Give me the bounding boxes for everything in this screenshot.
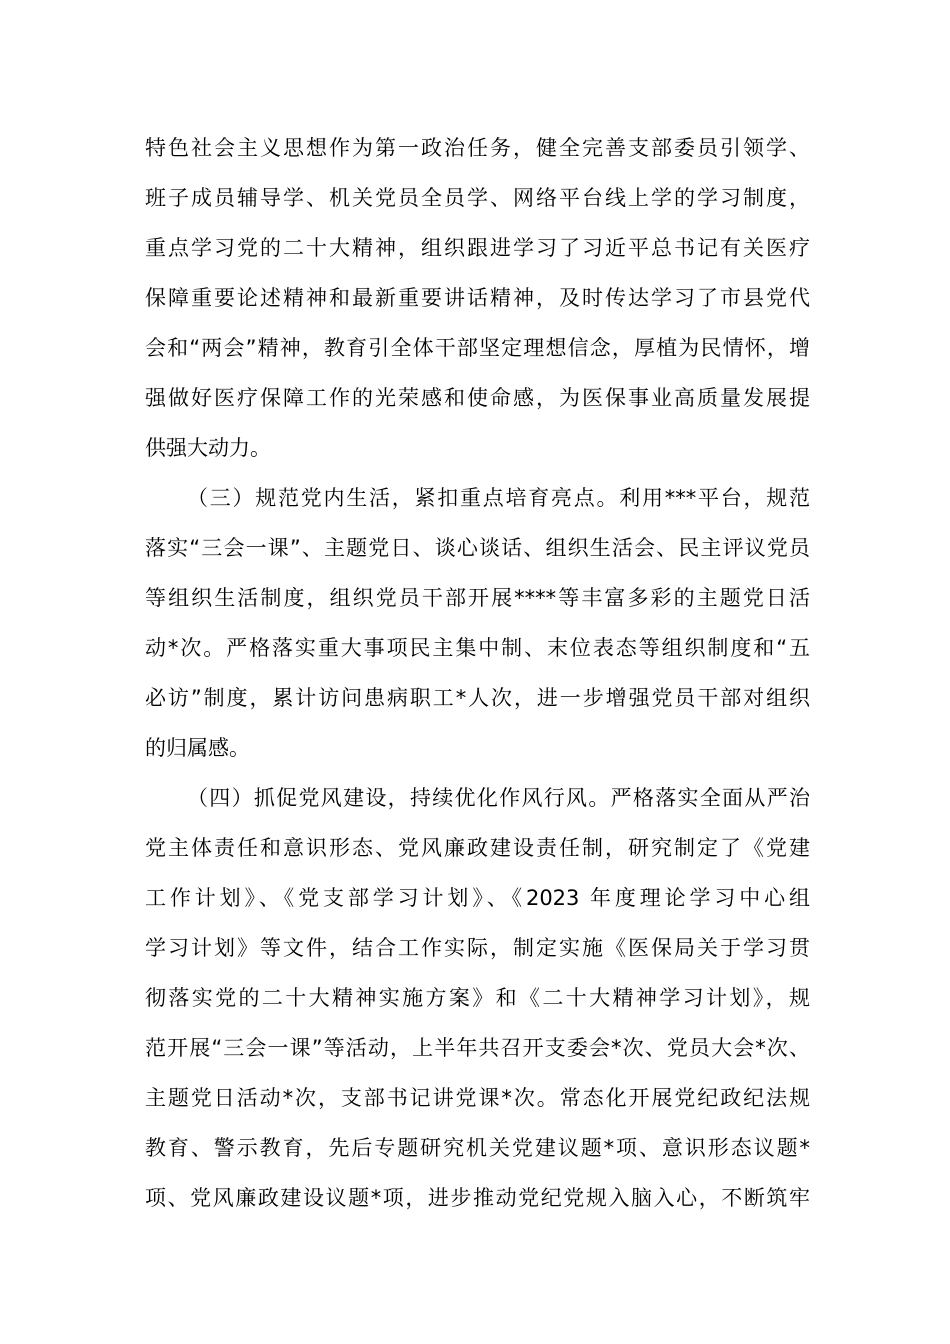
text-line: 动*次。严格落实重大事项民主集中制、末位表态等组织制度和“五	[145, 636, 810, 660]
text-line: 落实“三会一课”、主题党日、谈心谈话、组织生活会、民主评议党员	[145, 536, 810, 560]
text-line: 班子成员辅导学、机关党员全员学、网络平台线上学的学习制度，	[145, 186, 810, 210]
text-line: 工作计划》、《党支部学习计划》、《2023 年度理论学习中心组	[145, 886, 810, 910]
text-line: 学习计划》等文件，结合工作实际，制定实施《医保局关于学习贯	[145, 936, 810, 960]
text-line: 供强大动力。	[145, 436, 271, 460]
text-line: 项、党风廉政建设议题*项，进步推动党纪党规入脑入心，不断筑牢	[145, 1186, 810, 1210]
text-line: 彻落实党的二十大精神实施方案》和《二十大精神学习计划》，规	[145, 986, 810, 1010]
text-line: 教育、警示教育，先后专题研究机关党建议题*项、意识形态议题*	[145, 1136, 810, 1160]
text-line: 党主体责任和意识形态、党风廉政建设责任制，研究制定了《党建	[145, 836, 810, 860]
text-line: 必访”制度，累计访问患病职工*人次，进一步增强党员干部对组织	[145, 686, 810, 710]
text-line: 保障重要论述精神和最新重要讲话精神，及时传达学习了市县党代	[145, 286, 810, 310]
text-line: （四）抓促党风建设，持续优化作风行风。严格落实全面从严治	[187, 786, 810, 810]
text-line: 强做好医疗保障工作的光荣感和使命感，为医保事业高质量发展提	[145, 386, 810, 410]
text-line: 的归属感。	[145, 736, 250, 760]
text-line: 重点学习党的二十大精神，组织跟进学习了习近平总书记有关医疗	[145, 236, 810, 260]
text-line: 范开展“三会一课”等活动，上半年共召开支委会*次、党员大会*次、	[145, 1036, 810, 1060]
text-line: （三）规范党内生活，紧扣重点培育亮点。利用***平台，规范	[187, 486, 810, 510]
text-line: 等组织生活制度，组织党员干部开展****等丰富多彩的主题党日活	[145, 586, 810, 610]
text-line: 主题党日活动*次，支部书记讲党课*次。常态化开展党纪政纪法规	[145, 1086, 810, 1110]
text-line: 会和“两会”精神，教育引全体干部坚定理想信念，厚植为民情怀，增	[145, 336, 810, 360]
text-line: 特色社会主义思想作为第一政治任务，健全完善支部委员引领学、	[145, 136, 810, 160]
